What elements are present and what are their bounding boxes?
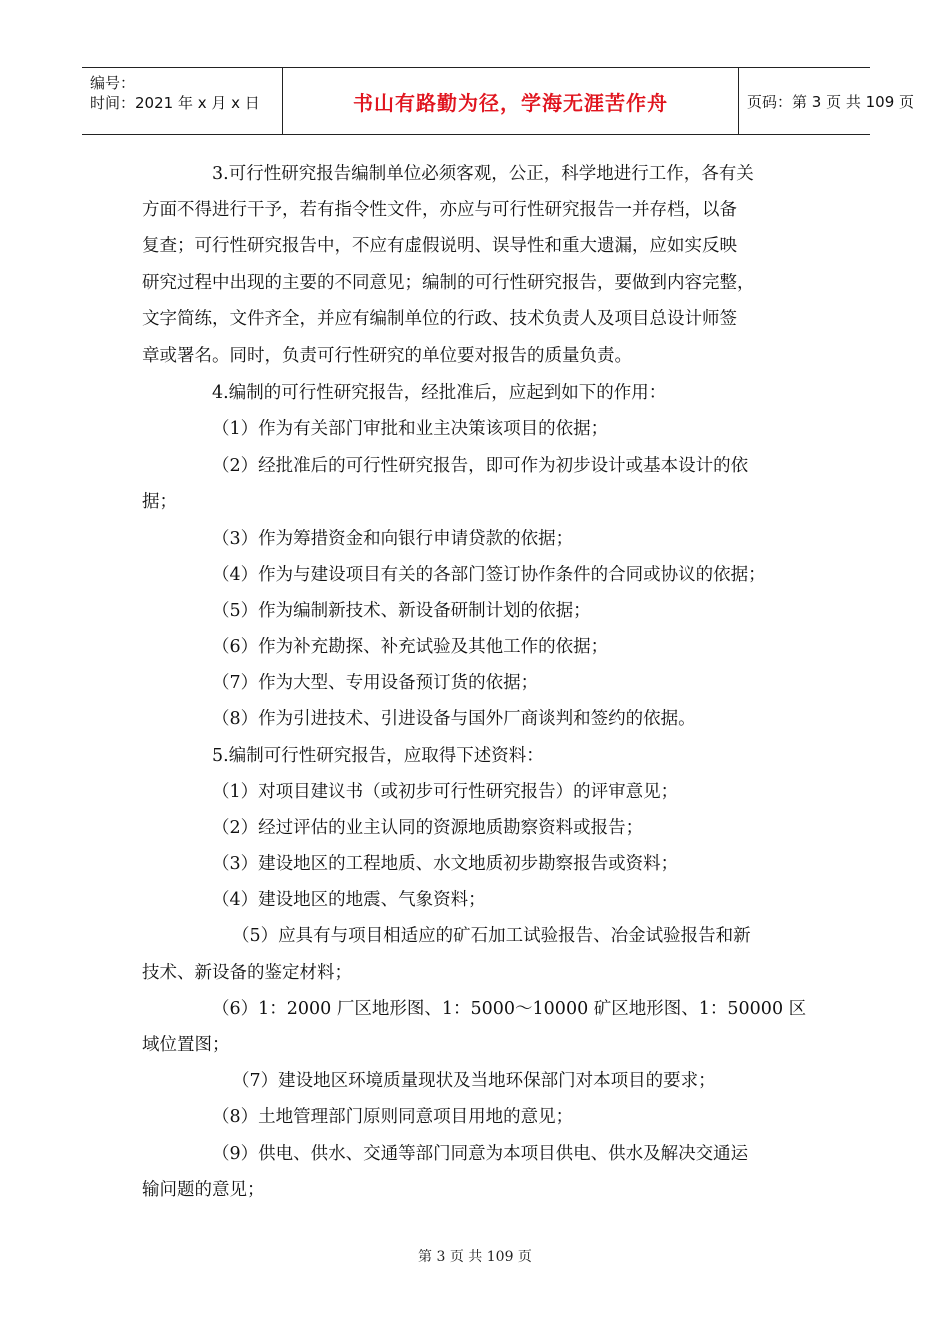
body-line: （4）作为与建设项目有关的各部门签订协作条件的合同或协议的依据； <box>212 565 766 585</box>
page-code: 页码：第 3 页 共 109 页 <box>747 92 915 111</box>
body-line: （2）经过评估的业主认同的资源地质勘察资料或报告； <box>212 818 644 838</box>
body-line: 技术、新设备的鉴定材料； <box>142 963 352 983</box>
body-line: （8）土地管理部门原则同意项目用地的意见； <box>212 1107 574 1127</box>
motto-text: 书山有路勤为径，学海无涯苦作舟 <box>353 90 668 115</box>
body-line: （5）应具有与项目相适应的矿石加工试验报告、冶金试验报告和新 <box>232 926 751 946</box>
body-line: （3）建设地区的工程地质、水文地质初步勘察报告或资料； <box>212 854 679 874</box>
header-motto-cell <box>282 68 739 134</box>
page-header <box>82 67 915 135</box>
document-date: 时间：2021 年 x 月 x 日 <box>90 94 260 112</box>
body-line: （5）作为编制新技术、新设备研制计划的依据； <box>212 601 591 621</box>
body-line: （8）作为引进技术、引进设备与国外厂商谈判和签约的依据。 <box>212 709 696 729</box>
body-line: 4.编制的可行性研究报告，经批准后，应起到如下的作用： <box>212 383 667 403</box>
body-line: （7）作为大型、专用设备预订货的依据； <box>212 673 539 693</box>
body-line: （6）1：2000 厂区地形图、1：5000～10000 矿区地形图、1：50000 区 <box>212 999 807 1019</box>
body-line: 5.编制可行性研究报告，应取得下述资料： <box>212 746 544 766</box>
body-line: 3.可行性研究报告编制单位必须客观，公正，科学地进行工作，各有关 <box>212 164 754 184</box>
header-meta <box>82 68 282 134</box>
page-footer: 第 3 页 共 109 页 <box>418 1249 532 1265</box>
body-line: （6）作为补充勘探、补充试验及其他工作的依据； <box>212 637 609 657</box>
body-line: 文字简练，文件齐全，并应有编制单位的行政、技术负责人及项目总设计师签 <box>142 309 737 329</box>
body-line: （7）建设地区环境质量现状及当地环保部门对本项目的要求； <box>232 1071 716 1091</box>
body-line: 章或署名。同时，负责可行性研究的单位要对报告的质量负责。 <box>142 346 632 366</box>
body-line: （9）供电、供水、交通等部门同意为本项目供电、供水及解决交通运 <box>212 1144 749 1164</box>
body-line: 复查；可行性研究报告中，不应有虚假说明、误导性和重大遗漏，应如实反映 <box>142 236 737 256</box>
header-page-cell <box>739 68 915 134</box>
body-line: （1）对项目建议书（或初步可行性研究报告）的评审意见； <box>212 782 679 802</box>
body-line: （2）经批准后的可行性研究报告，即可作为初步设计或基本设计的依 <box>212 456 749 476</box>
document-number-label: 编号： <box>90 74 136 92</box>
body-line: 域位置图； <box>142 1035 230 1055</box>
body-line: （4）建设地区的地震、气象资料； <box>212 890 486 910</box>
body-line: 方面不得进行干予，若有指令性文件，亦应与可行性研究报告一并存档，以备 <box>142 200 737 220</box>
body-line: （3）作为筹措资金和向银行申请贷款的依据； <box>212 529 574 549</box>
body-line: 输问题的意见； <box>142 1180 265 1200</box>
body-line: 据； <box>142 492 177 512</box>
body-line: （1）作为有关部门审批和业主决策该项目的依据； <box>212 419 609 439</box>
body-line: 研究过程中出现的主要的不同意见；编制的可行性研究报告，要做到内容完整， <box>142 273 755 293</box>
